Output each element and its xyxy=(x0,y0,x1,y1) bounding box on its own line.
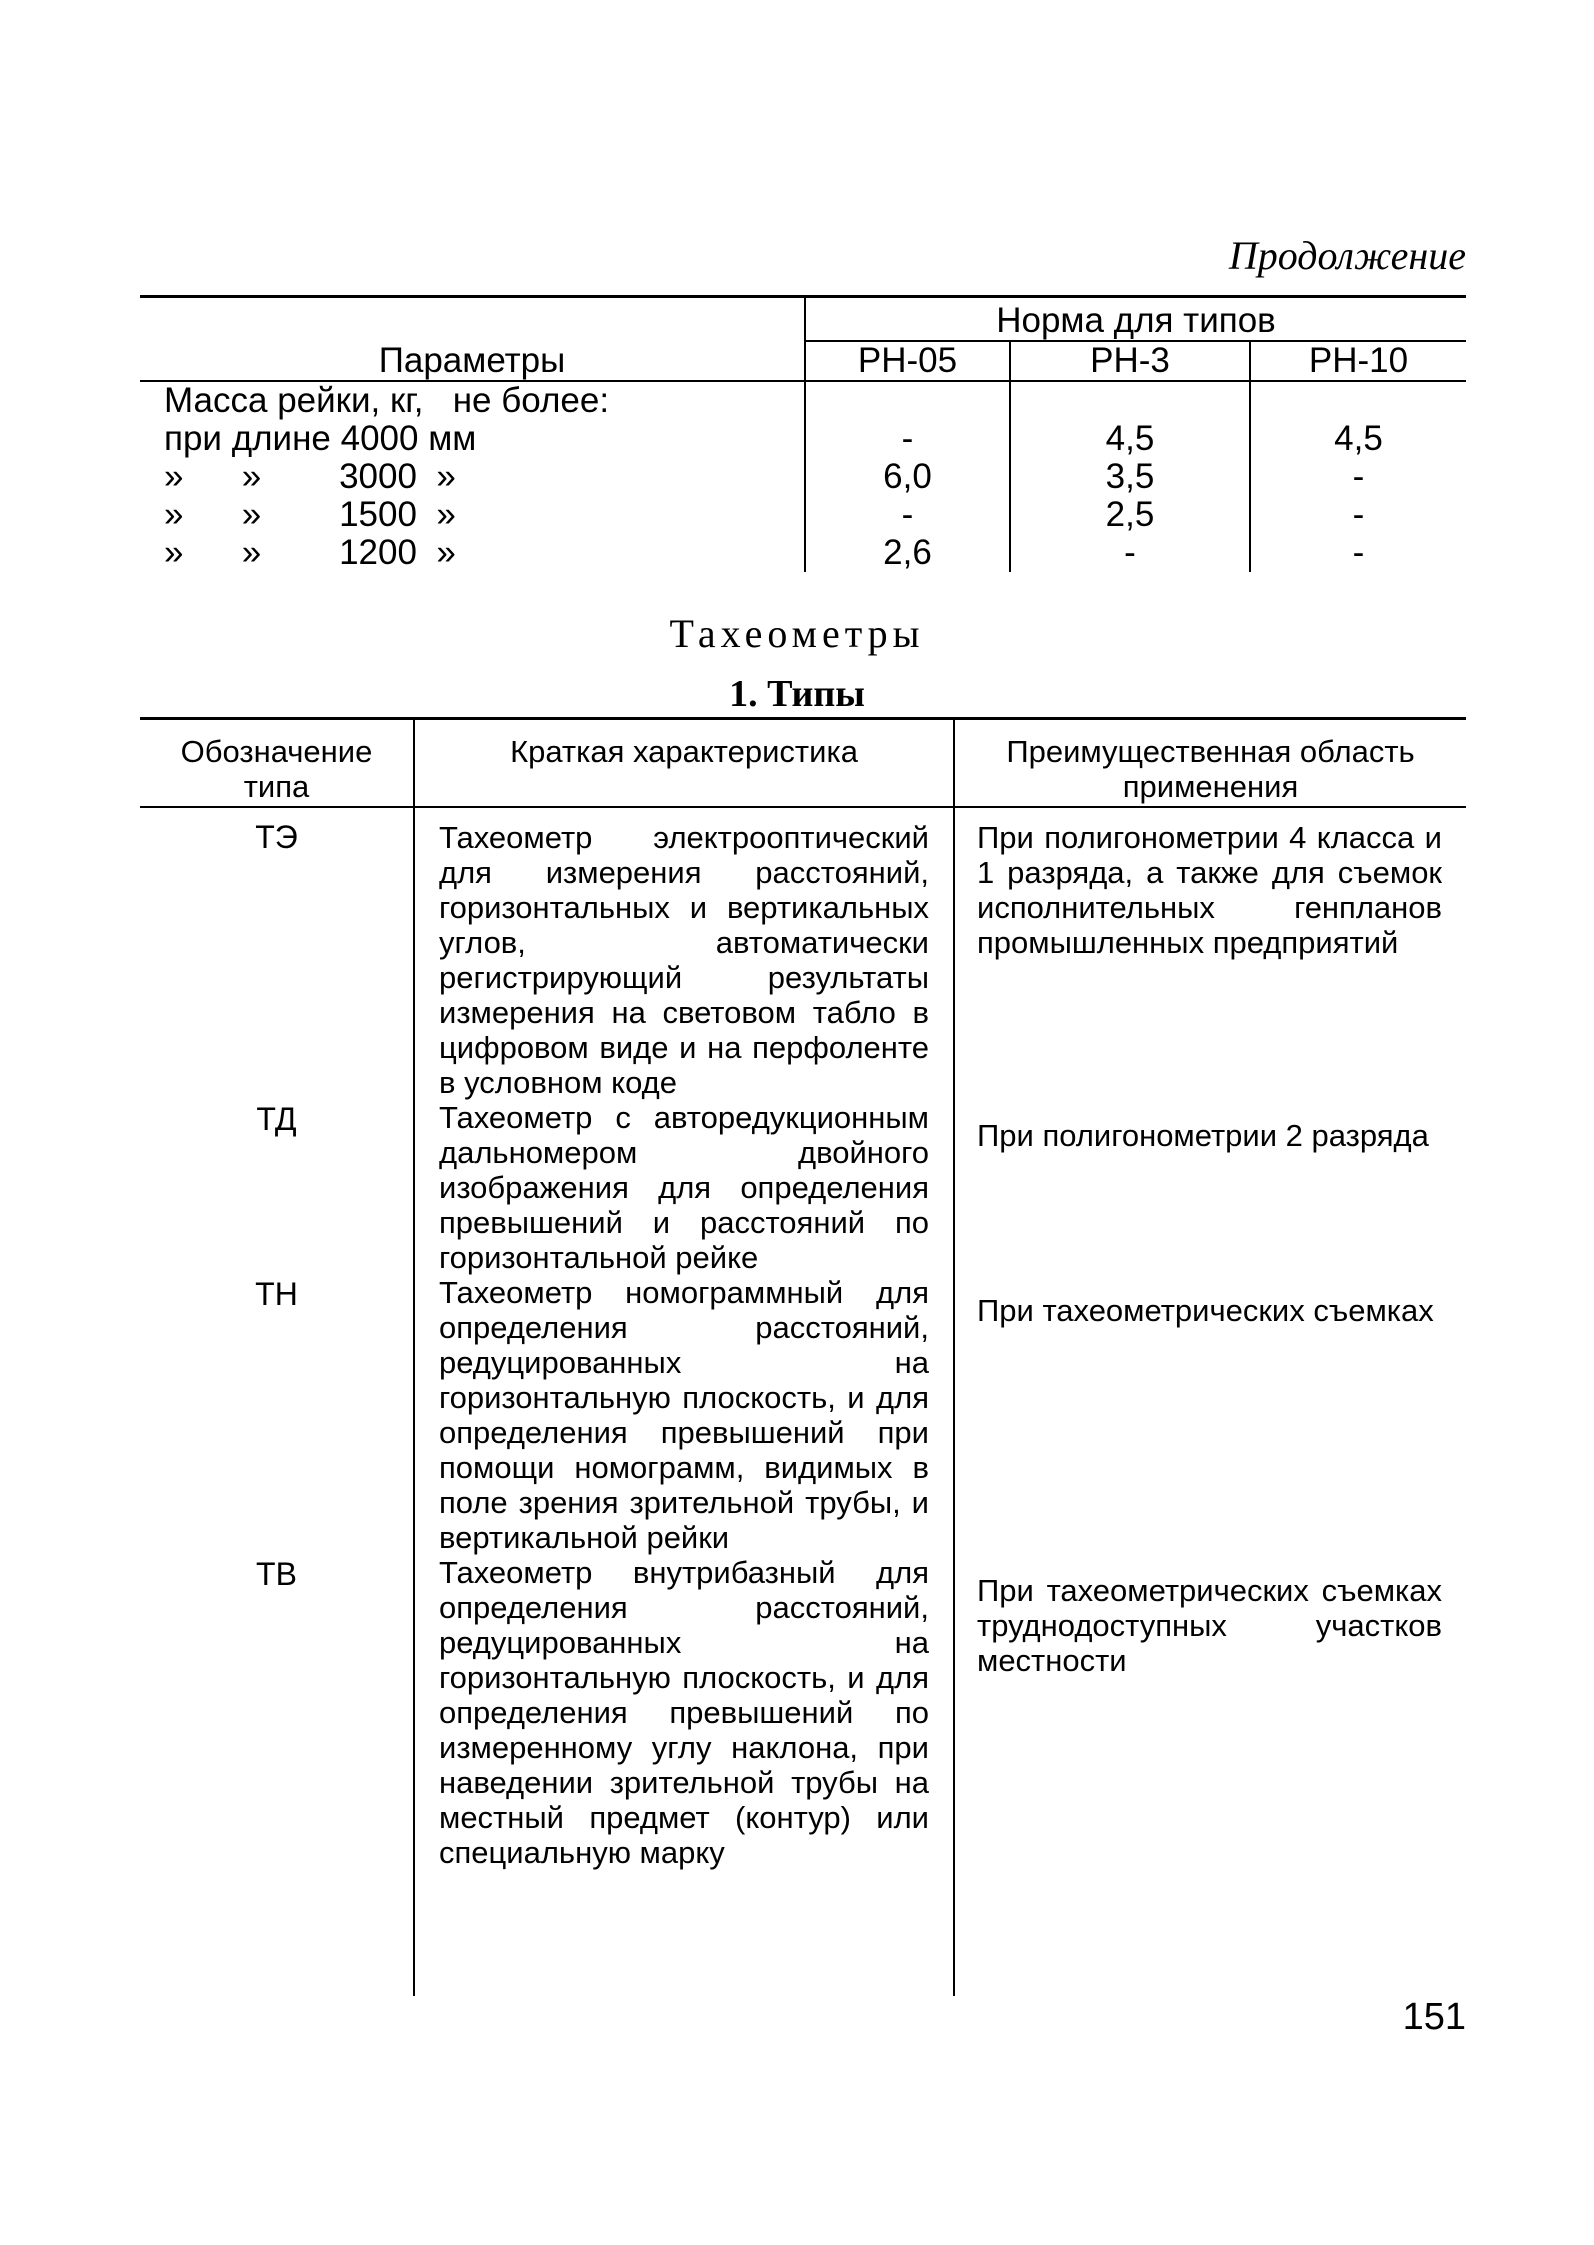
value-cell: 4,5 xyxy=(1010,420,1250,458)
value-cell: 4,5 xyxy=(1250,420,1466,458)
type-header: РН-05 xyxy=(805,341,1010,381)
table-row xyxy=(140,381,1466,420)
type-header: РН-3 xyxy=(1010,341,1250,381)
value-cell: 2,5 xyxy=(1010,496,1250,534)
value-cell: - xyxy=(805,420,1010,458)
type-header: РН-10 xyxy=(1250,341,1466,381)
type-area: При тахеометрических съемках труднодоступных участков местности xyxy=(954,1555,1466,1870)
value-cell: - xyxy=(1250,458,1466,496)
type-area: При полигонометрии 4 класса и 1 разряда, а также для съемок исполнительных генпланов промышленных предприятий xyxy=(954,807,1466,1100)
column-header: Обозначение типа xyxy=(140,719,414,808)
value-cell: - xyxy=(1010,534,1250,572)
table-row-empty xyxy=(140,1870,1466,1996)
type-description: Тахеометр внутрибазный для определения расстояний, редуцированных на горизонтальную плоскость, и для определения превышений по измеренному углу наклона, при наведении зрительной трубы на местный предмет (контур) или специальную марку xyxy=(414,1555,954,1870)
param-cell: при длине 4000 мм xyxy=(164,419,477,458)
table-row xyxy=(140,420,1466,458)
type-description: Тахеометр электрооптический для измерения расстояний, горизонтальных и вертикальных углов, автоматически регистрирующий результаты измерения на световом табло в цифровом виде и на перфоленте в условном коде xyxy=(414,807,954,1100)
subsection-title: 1. Типы xyxy=(729,673,865,715)
continuation-label: Продолжение xyxy=(1228,233,1466,278)
type-code: ТН xyxy=(255,1276,298,1312)
value-cell xyxy=(805,381,1010,420)
params-header: Параметры xyxy=(140,297,805,382)
value-cell: - xyxy=(805,496,1010,534)
rods-table xyxy=(140,295,1466,572)
column-header: Краткая характеристика xyxy=(414,719,954,808)
column-header: Преимущественная область применения xyxy=(954,719,1466,808)
table-row xyxy=(140,496,1466,534)
type-description: Тахеометр номограммный для определения расстояний, редуцированных на горизонтальную плоскость, и для определения превышений при помощи номограмм, видимых в поле зрения зрительной трубы, и вертикальной рейки xyxy=(414,1275,954,1555)
type-code: ТВ xyxy=(256,1556,297,1592)
page-number: 151 xyxy=(1402,1996,1466,2038)
type-code: ТД xyxy=(256,1101,297,1137)
types-table xyxy=(140,717,1466,1996)
param-cell: » » 1200 » xyxy=(164,533,456,572)
norm-header: Норма для типов xyxy=(805,297,1466,342)
value-cell: 2,6 xyxy=(805,534,1010,572)
value-cell: 6,0 xyxy=(805,458,1010,496)
value-cell: 3,5 xyxy=(1010,458,1250,496)
table-row xyxy=(140,1275,1466,1555)
value-cell: - xyxy=(1250,496,1466,534)
type-description: Тахеометр с авторедукционным дальномером двойного изображения для определения превышений и расстояний по горизонтальной рейке xyxy=(414,1100,954,1275)
table-row xyxy=(140,1555,1466,1870)
type-area: При тахеометрических съемках xyxy=(954,1275,1466,1555)
table-row xyxy=(140,807,1466,1100)
value-cell xyxy=(1010,381,1250,420)
type-code: ТЭ xyxy=(255,819,298,855)
section-title: Тахеометры xyxy=(669,611,925,656)
value-cell xyxy=(1250,381,1466,420)
type-area: При полигонометрии 2 разряда xyxy=(954,1100,1466,1275)
table-row xyxy=(140,1100,1466,1275)
param-cell: Масса рейки, кг, не более: xyxy=(164,381,610,420)
value-cell: - xyxy=(1250,534,1466,572)
table-row xyxy=(140,458,1466,496)
param-cell: » » 3000 » xyxy=(164,457,456,496)
param-cell: » » 1500 » xyxy=(164,495,456,534)
table-row xyxy=(140,534,1466,572)
